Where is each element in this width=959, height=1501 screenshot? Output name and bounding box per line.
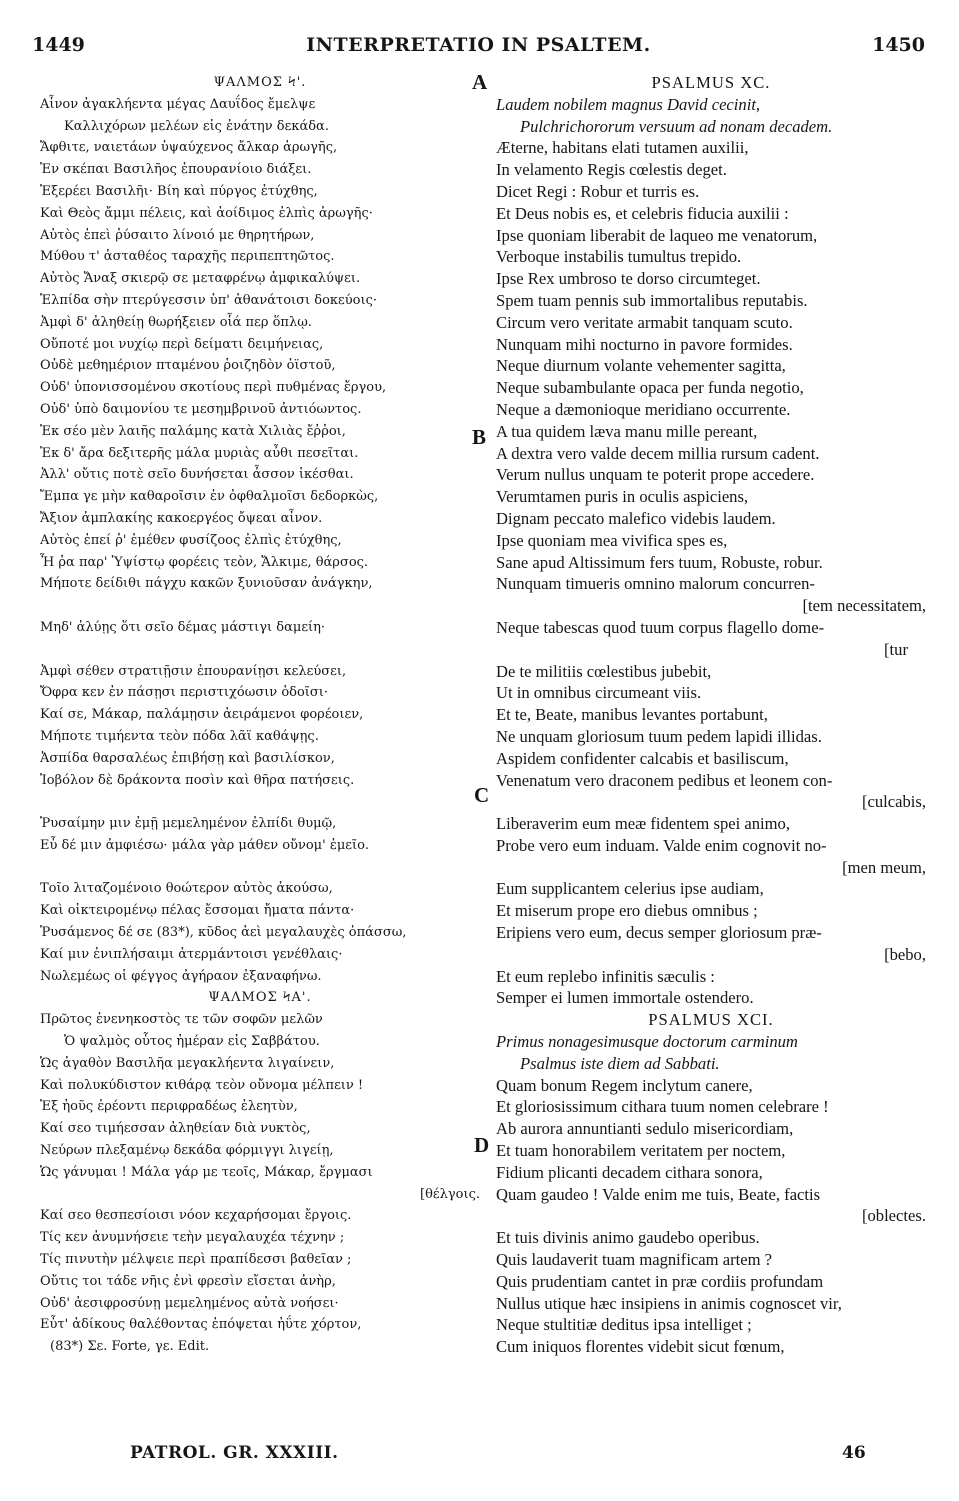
latin-line: Neque stultitiæ deditus ipsa intelliget ;: [496, 1315, 752, 1335]
greek-line: Καί μιν ἐνιπλήσαιμι ἀτερμάντοισι γενέθλαις·: [40, 946, 343, 962]
latin-line: Fidium plicanti decadem cithara sonora,: [496, 1162, 763, 1182]
margin-letter-a: A: [472, 70, 488, 94]
greek-line: Τίς κεν ἀνυμνήσειε τεὴν μεγαλαυχέα τέχνην ;: [40, 1230, 345, 1246]
latin-line: Eum supplicantem celerius ipse audiam,: [496, 879, 764, 899]
latin-line: Primus nonagesimusque doctorum carminum: [496, 1032, 798, 1052]
latin-line-continuation: [culcabis,: [861, 792, 926, 812]
latin-line: Et Deus nobis es, et celebris fiducia auxilii :: [496, 203, 789, 223]
greek-line: Ὄφρα κεν ἐν πάσῃσι περιστιχόωσιν ὁδοῖσι·: [40, 685, 329, 701]
latin-psalm-title: PSALMUS XCI.: [648, 1010, 774, 1030]
greek-line: Ῥυσάμενος δέ σε (83*), κῦδος ἀεὶ μεγαλαυχὲς ὀπάσσω,: [40, 925, 407, 941]
greek-line: Καλλιχόρων μελέων εἰς ἐνάτην δεκάδα.: [64, 118, 329, 134]
margin-letter-c: C: [474, 783, 490, 807]
latin-line: Nullus utique hæc insipiens in animis cognoscet vir,: [496, 1293, 842, 1313]
greek-line: Ἀμφὶ δ' ἀληθείῃ θωρήξειεν οἷά περ ὅπλῳ.: [40, 314, 312, 330]
greek-line: Καὶ οἰκτειρομένῳ πέλας ἔσσομαι ἤματα πάντα·: [40, 903, 355, 919]
greek-line: Αὐτὸς Ἄναξ σκιερῷ σε μεταφρένῳ ἀμφικαλύψει.: [40, 271, 361, 287]
footer-series: PATROL. GR. XXXIII.: [130, 1443, 339, 1463]
greek-line: Ἐκ δ' ἄρα δεξιτερῆς μάλα μυριὰς αὖθι πεσεῖται.: [40, 445, 359, 461]
latin-line: Ab aurora annuntianti sedulo misericordiam,: [496, 1119, 794, 1139]
greek-line: Ἐξερέει Βασιλῆι· Βίη καὶ πύργος ἐτύχθης,: [40, 183, 318, 199]
latin-line: Quam bonum Regem inclytum canere,: [496, 1075, 753, 1095]
greek-line: Εὖτ' ἀδίκους θαλέθοντας ἐπόψεται ἠΰτε χόρτον,: [40, 1317, 362, 1333]
greek-line: Οὐδ' ἀεσιφροσύνῃ μεμελημένος αὐτὰ νοήσει·: [40, 1295, 339, 1311]
latin-line: Ut in omnibus circumeant viis.: [496, 683, 702, 703]
latin-line: Venenatum vero draconem pedibus et leonem con-: [496, 770, 833, 790]
latin-line: Et eum replebo infinitis sæculis :: [496, 966, 715, 986]
latin-line-continuation: [men meum,: [842, 857, 926, 877]
latin-line: Nunquam timueris omnino malorum concurren-: [496, 574, 815, 594]
running-title: INTERPRETATIO IN PSALTEM.: [306, 34, 651, 56]
greek-line: Καί σεο θεσπεσίοισι νόον κεχαρήσομαι ἔργοις.: [40, 1208, 352, 1224]
latin-line: Semper ei lumen immortale ostendero.: [496, 988, 754, 1008]
latin-line: Et tuis divinis animo gaudebo operibus.: [496, 1228, 760, 1248]
latin-line: Dignam peccato malefico videbis laudem.: [496, 508, 776, 528]
latin-line: Verboque instabilis tumultus trepido.: [496, 247, 742, 267]
right-column-number: 1450: [872, 34, 925, 56]
latin-line: Et gloriosissimum cithara tuum nomen celebrare !: [496, 1097, 829, 1117]
greek-line: Ἀσπίδα θαρσαλέως ἐπιβήσῃ καὶ βασιλίσκον,: [40, 750, 335, 766]
running-header: [32, 34, 925, 64]
footer-sheet-number: 46: [842, 1443, 866, 1463]
latin-line: Ipse quoniam mea vivifica spes es,: [496, 530, 728, 550]
latin-column: [496, 72, 926, 1358]
latin-line: Et te, Beate, manibus levantes portabunt,: [496, 705, 768, 725]
greek-line: Μήποτε τιμήεντα τεὸν πόδα λᾶϊ καθάψῃς.: [40, 728, 319, 744]
latin-line: Neque a dæmonioque meridiano occurrente.: [496, 399, 791, 419]
greek-line: Αἶνον ἀγακλήεντα μέγας Δαυΐδος ἔμελψε: [40, 96, 316, 112]
latin-line: A dextra vero valde decem millia rursum cadent.: [496, 443, 820, 463]
latin-line: Æterne, habitans elati tutamen auxilii,: [496, 138, 749, 158]
latin-line: Verumtamen puris in oculis aspiciens,: [496, 487, 749, 507]
greek-line: Νεύρων πλεξαμένῳ δεκάδα φόρμιγγι λιγείῃ,: [40, 1143, 334, 1159]
latin-line: Laudem nobilem magnus David cecinit,: [496, 94, 761, 114]
latin-line: In velamento Regis cœlestis deget.: [496, 160, 727, 180]
greek-line-continuation: [θέλγοις.: [420, 1186, 480, 1202]
greek-line: Καὶ Θεὸς ἄμμι πέλεις, καὶ ἀοίδιμος ἐλπὶς ἀρωγῆς·: [40, 205, 373, 221]
latin-line: Nunquam mihi nocturno in pavore formides.: [496, 334, 793, 354]
latin-line: Aspidem confidenter calcabis et basiliscum,: [496, 748, 789, 768]
latin-line: Quis laudaverit tuam magnificam artem ?: [496, 1250, 773, 1270]
greek-line: Ὁ ψαλμὸς οὗτος ἡμέραν εἰς Σαββάτου.: [64, 1034, 320, 1050]
greek-line: Μηδ' ἀλύῃς ὅτι σεῖο δέμας μάστιγι δαμείη·: [40, 619, 326, 635]
latin-line: Dicet Regi : Robur et turris es.: [496, 181, 700, 201]
latin-line: Psalmus iste diem ad Sabbati.: [520, 1053, 720, 1073]
greek-line: Τοῖο λιταζομένοιο θοώτερον αὐτὸς ἀκούσω,: [40, 881, 333, 897]
latin-line: Neque diurnum volante vehementer sagitta,: [496, 356, 786, 376]
greek-line: Ἀλλ' οὔτις ποτὲ σεῖο δυνήσεται ἆσσον ἱκέσθαι.: [40, 467, 354, 483]
latin-line: Spem tuam pennis sub immortalibus reputabis.: [496, 290, 808, 310]
latin-line: A tua quidem læva manu mille pereant,: [496, 421, 758, 441]
latin-line-continuation: [bebo,: [884, 944, 926, 964]
margin-letter-d: D: [474, 1133, 490, 1157]
greek-line: Ἦ ῥα παρ' Ὑψίστῳ φορέεις τεὸν, Ἄλκιμε, θάρσος.: [40, 554, 369, 570]
margin-letter-b: B: [472, 425, 487, 449]
latin-line: Neque tabescas quod tuum corpus flagello dome-: [496, 617, 825, 637]
greek-line: Καί σε, Μάκαρ, παλάμῃσιν ἀειράμενοι φορέοιεν,: [40, 707, 364, 723]
latin-line: Pulchrichororum versuum ad nonam decadem.: [520, 116, 833, 136]
greek-line: Ἀμφὶ σέθεν στρατιῇσιν ἐπουρανίῃσι κελεύσει,: [40, 663, 347, 679]
greek-line: Τίς πινυτὴν μέλψειε περὶ πραπίδεσσι βαθεῖαν ;: [40, 1252, 352, 1268]
latin-line: Et tuam honorabilem veritatem per noctem,: [496, 1141, 786, 1161]
greek-line: Ἄφθιτε, ναιετάων ὑψαύχενος ἄλκαρ ἀρωγῆς,: [40, 140, 338, 156]
latin-line: Ipse Rex umbroso te dorso circumteget.: [496, 269, 761, 289]
left-column-number: 1449: [32, 34, 85, 56]
greek-line: Ἐλπίδα σὴν πτερύγεσσιν ὑπ' ἀθανάτοισι δοκεύοις·: [40, 292, 377, 308]
latin-line: Verum nullus unquam te poterit prope accedere.: [496, 465, 815, 485]
latin-line: De te militiis cœlestibus jubebit,: [496, 661, 712, 681]
greek-line: Καί σεο τιμήεσσαν ἀληθείαν διὰ νυκτὸς,: [40, 1121, 311, 1137]
greek-line: Ἐκ σέο μὲν λαιῆς παλάμης κατὰ Χιλιὰς ἔῤῥοι,: [40, 423, 346, 439]
footnote: (83*) Σε. Forte, γε. Edit.: [50, 1339, 210, 1355]
latin-line: Cum iniquos florentes videbit sicut fœnum,: [496, 1337, 785, 1357]
greek-line: Οὔτις τοι τάδε νῆις ἐνὶ φρεσὶν εἴσεται ἀνὴρ,: [40, 1273, 336, 1289]
latin-line: Et miserum prope ero diebus omnibus ;: [496, 901, 758, 921]
greek-line: Ἰοβόλον δὲ δράκοντα ποσὶν καὶ θῆρα πατήσεις.: [40, 772, 355, 788]
greek-line: Ἐν σκέπαι Βασιλῆος ἐπουρανίοιο διάξει.: [40, 162, 312, 178]
latin-line: Quam gaudeo ! Valde enim me tuis, Beate, factis: [496, 1184, 821, 1204]
greek-line: Ἐξ ἠοῦς ἐρέοντι περιφραδέως ἐλεητὺν,: [40, 1099, 298, 1115]
greek-line: Εὖ δέ μιν ἀμφιέσω· μάλα γὰρ μάθεν οὔνομ' ἐμεῖο.: [40, 837, 370, 853]
greek-line: Οὐδ' ὑπὸ δαιμονίου τε μεσημβρινοῦ ἀντιόωντος.: [40, 401, 362, 417]
latin-line: Quis prudentiam cantet in præ cordiis profundam: [496, 1271, 824, 1291]
latin-line: Circum vero veritate armabit tanquam scuto.: [496, 312, 793, 332]
greek-line: Ἔμπα γε μὴν καθαροῖσιν ἐν ὀφθαλμοῖσι δεδορκὼς,: [40, 489, 379, 505]
latin-line: Sane apud Altissimum fers tuum, Robuste, robur.: [496, 552, 823, 572]
latin-line: Ipse quoniam liberabit de laqueo me venatorum,: [496, 225, 818, 245]
greek-line: Πρῶτος ἐνενηκοστὸς τε τῶν σοφῶν μελῶν: [40, 1012, 323, 1028]
latin-line: Eripiens vero eum, decus semper gloriosum præ-: [496, 923, 822, 943]
greek-line: Καὶ πολυκύδιστον κιθάρᾳ τεὸν οὔνομα μέλπειν !: [40, 1077, 364, 1093]
latin-line-continuation: [oblectes.: [861, 1206, 926, 1226]
latin-line: Probe vero eum induam. Valde enim cognovit no-: [496, 835, 827, 855]
greek-line: Αὐτὸς ἐπεὶ ῥύσαιτο λίνοιό με θηρητήρων,: [40, 227, 315, 243]
greek-psalm-title: ΨΑΛΜΟΣ ϞΑ'.: [208, 990, 312, 1006]
greek-line: Νωλεμέως οἱ φέγγος ἀγήραον ἐξαναφήνω.: [40, 968, 322, 984]
greek-column: [40, 72, 480, 1358]
greek-line: Μύθου τ' ἀσταθέος ταραχῆς περιπεπτηῶτος.: [40, 249, 335, 265]
greek-line: Αὐτὸς ἐπεί ῥ' ἐμέθεν φυσίζοος ἐλπὶς ἐτύχθης,: [40, 532, 342, 548]
latin-line-continuation: [tem necessitatem,: [802, 596, 926, 616]
latin-psalm-title: PSALMUS XC.: [651, 73, 771, 92]
greek-line: Οὔποτέ μοι νυχίῳ περὶ δείματι δειμήνειας,: [40, 336, 324, 352]
latin-line-continuation: [tur: [884, 639, 908, 659]
greek-line: Ἄξιον ἀμπλακίης κακοεργέος ὄψεαι αἶνον.: [40, 510, 323, 526]
greek-line: Ὡς ἀγαθὸν Βασιλῆα μεγακλήεντα λιγαίνειν,: [40, 1055, 335, 1071]
greek-psalm-title: ΨΑΛΜΟΣ Ϟ'.: [213, 75, 307, 90]
latin-line: Ne unquam gloriosum tuum pedem lapidi illidas.: [496, 726, 822, 746]
greek-line: Ῥυσαίμην μιν ἐμῇ μεμελημένον ἐλπίδι θυμῷ,: [40, 816, 337, 832]
greek-line: Οὐδ' ὑπονισσομένου σκοτίους περὶ πυθμένας ἔργου,: [40, 380, 387, 396]
greek-line: Οὐδὲ μεθημέριον πταμένου ῥοιζηδὸν ὀϊστοῦ,: [40, 358, 336, 374]
greek-line: Μήποτε δείδιθι πάγχυ κακῶν ξυνιοῦσαν ἀνάγκην,: [40, 576, 373, 592]
latin-line: Neque subambulante opaca per funda negotio,: [496, 378, 804, 398]
greek-line: Ὡς γάνυμαι ! Μάλα γάρ με τεοῖς, Μάκαρ, ἔργμασι: [40, 1164, 373, 1180]
latin-line: Liberaverim eum meæ fidentem spei animo,: [496, 814, 790, 834]
